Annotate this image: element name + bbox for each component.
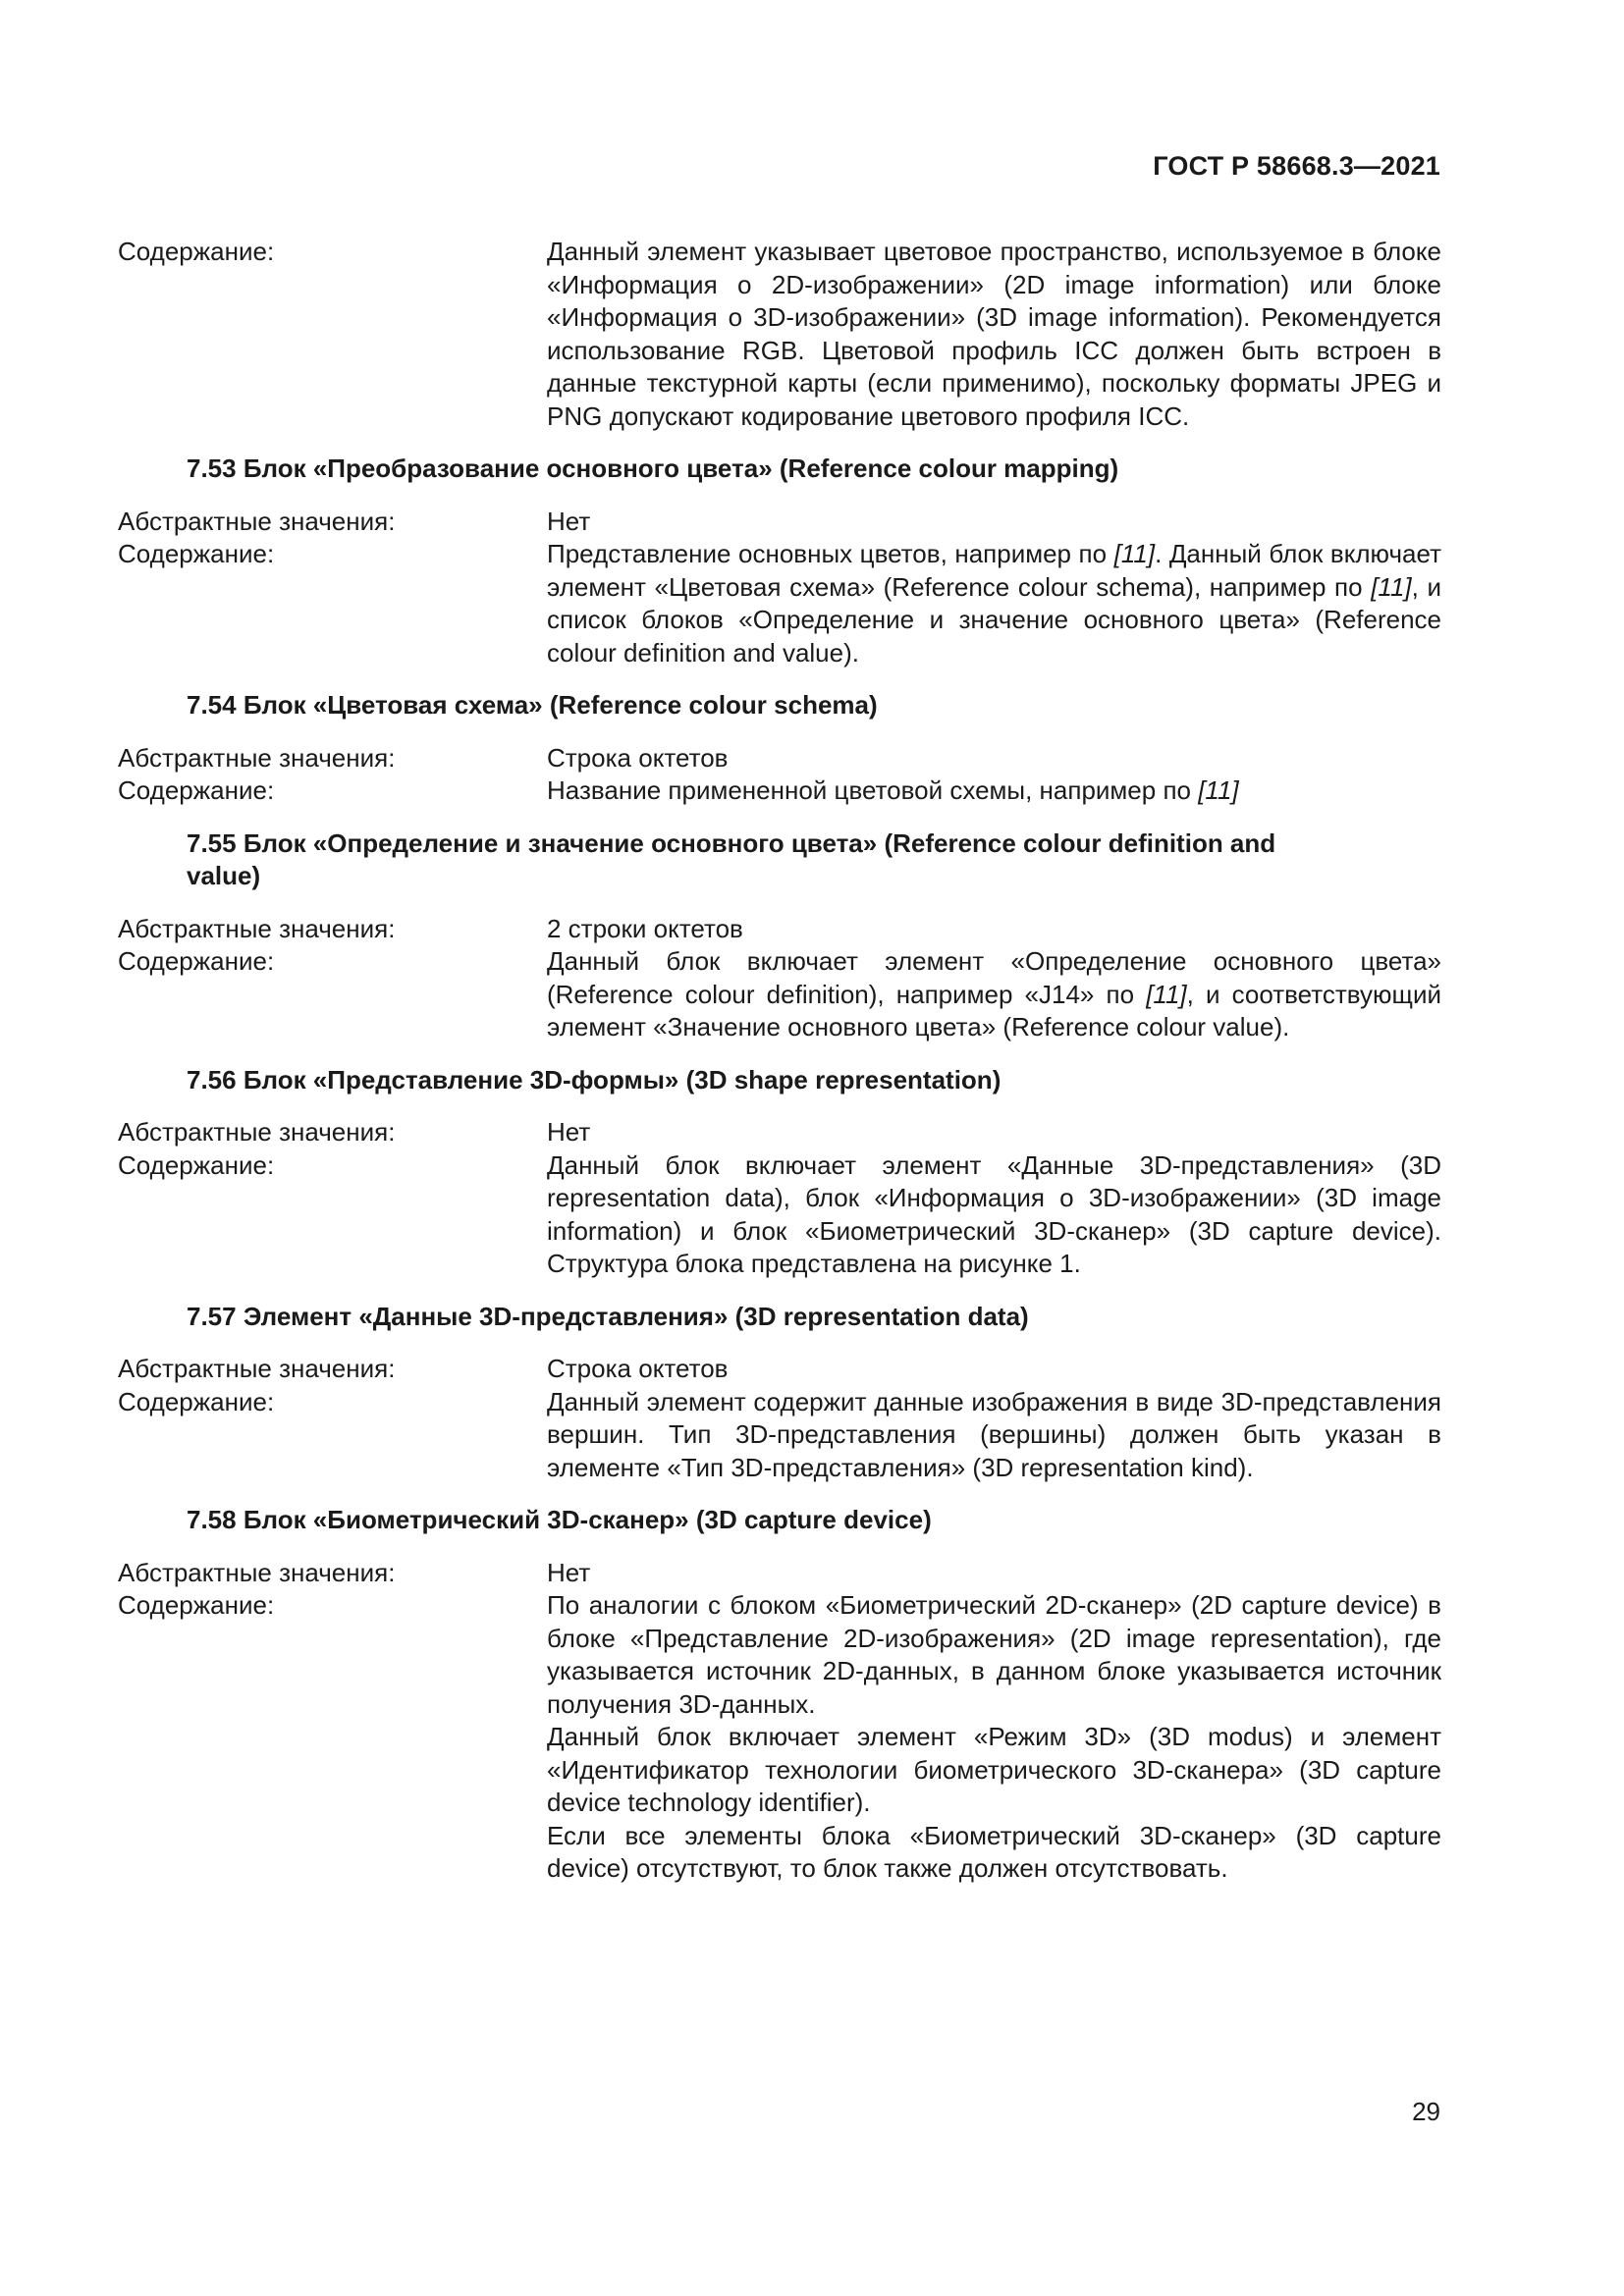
abstract-value-7-57: Строка октетов xyxy=(547,1354,729,1383)
reference-link: [11] xyxy=(1146,979,1187,1009)
content-value-7-53 xyxy=(547,538,1441,669)
section-heading-7-56: 7.56 Блок «Представление 3D-формы» (3D shape representation) xyxy=(187,1064,1001,1095)
abstract-value-7-56: Нет xyxy=(547,1117,591,1147)
abstract-row-7-58 xyxy=(118,1557,1441,1590)
content-label: Содержание: xyxy=(118,1386,275,1416)
content-paragraph: Если все элементы блока «Биометрический 3D-сканер» (3D capture device) отсутствуют, то блок также должен отсутствовать. xyxy=(547,1820,1441,1883)
abstract-value-7-55: 2 строки октетов xyxy=(547,913,743,943)
section-heading-7-57: 7.57 Элемент «Данные 3D-представления» (3D representation data) xyxy=(187,1301,1029,1331)
content-text: Данный блок включает элемент «Определение основного цвета» (Reference colour definition), например «J14» по xyxy=(547,946,1441,1009)
content-value-7-58 xyxy=(547,1589,1441,1886)
abstract-label: Абстрактные значения: xyxy=(118,742,396,773)
reference-link: [11] xyxy=(1198,775,1239,805)
abstract-label: Абстрактные значения: xyxy=(118,1117,396,1147)
page-number: 29 xyxy=(1412,2097,1440,2126)
section-heading-7-58: 7.58 Блок «Биометрический 3D-сканер» (3D capture device) xyxy=(187,1505,932,1534)
abstract-row-7-53 xyxy=(118,506,1441,539)
content-label: Содержание: xyxy=(118,775,275,805)
content-label: Содержание: xyxy=(118,1149,275,1180)
abstract-label: Абстрактные значения: xyxy=(118,1354,396,1383)
content-row-7-53 xyxy=(118,538,1441,669)
content-row-7-58 xyxy=(118,1589,1441,1886)
section-heading-7-54: 7.54 Блок «Цветовая схема» (Reference colour schema) xyxy=(187,690,878,720)
content-text: , и соответствующий элемент «Значение основного цвета» (Reference colour value). xyxy=(547,979,1441,1041)
content-paragraph: По аналогии с блоком «Биометрический 2D-сканер» (2D capture device) в блоке «Представление 2D-изображения» (2D image representation), где указывается источник 2D-данных, в данном блоке указывается источник получения 3D-данных. xyxy=(547,1590,1441,1719)
content-paragraph: Данный блок включает элемент «Режим 3D» (3D modus) и элемент «Идентификатор технологии биометрического 3D-сканера» (3D capture device technology identifier). xyxy=(547,1722,1441,1817)
abstract-value-7-54: Строка октетов xyxy=(547,742,729,773)
content-value-7-56: Данный блок включает элемент «Данные 3D-представления» (3D representation data), блок «Информация о 3D-изображении» (3D image information) и блок «Биометрический 3D-сканер» (3D capture device). Структура блока представлена на рисунке 1. xyxy=(547,1149,1441,1278)
content-row-7-55 xyxy=(118,945,1441,1044)
document-id: ГОСТ Р 58668.3—2021 xyxy=(1153,151,1440,181)
content-text: Представление основных цветов, например по xyxy=(547,539,1114,568)
abstract-row-7-56 xyxy=(118,1116,1441,1149)
abstract-row-7-57 xyxy=(118,1353,1441,1386)
intro-content-row xyxy=(118,236,1441,433)
content-label: Содержание: xyxy=(118,1590,275,1620)
content-value-7-55 xyxy=(547,945,1441,1044)
page-content xyxy=(118,236,1441,1886)
abstract-row-7-54 xyxy=(118,742,1441,775)
abstract-label: Абстрактные значения: xyxy=(118,1557,396,1587)
content-row-7-56 xyxy=(118,1149,1441,1281)
abstract-value-7-53: Нет xyxy=(547,506,591,536)
content-row-7-54 xyxy=(118,774,1441,808)
content-row-7-57 xyxy=(118,1386,1441,1485)
content-text: , и список блоков «Определение и значение основного цвета» (Reference colour definition and value). xyxy=(547,571,1441,667)
abstract-label: Абстрактные значения: xyxy=(118,913,396,943)
reference-link: [11] xyxy=(1113,539,1156,568)
section-heading-7-55: 7.55 Блок «Определение и значение основного цвета» (Reference colour definition and value) xyxy=(187,828,1276,890)
content-label: Содержание: xyxy=(118,946,275,976)
content-value-7-57: Данный элемент содержит данные изображения в виде 3D-представления вершин. Тип 3D-представления (вершины) должен быть указан в элементе «Тип 3D-представления» (3D representation kind). xyxy=(547,1386,1441,1482)
content-label: Содержание: xyxy=(118,539,275,568)
content-text: . Данный блок включает элемент «Цветовая схема» (Reference colour schema), например по xyxy=(547,539,1441,602)
reference-link: [11] xyxy=(1371,571,1412,602)
content-label: Содержание: xyxy=(118,237,275,266)
content-value-7-54 xyxy=(547,774,1441,808)
abstract-value-7-58: Нет xyxy=(547,1557,591,1587)
abstract-row-7-55 xyxy=(118,913,1441,946)
section-heading-7-53: 7.53 Блок «Преобразование основного цвета» (Reference colour mapping) xyxy=(187,454,1119,483)
intro-content-text: Данный элемент указывает цветовое пространство, используемое в блоке «Информация о 2D-изображении» (2D image information) или блоке «Информация о 3D-изображении» (3D image information). Рекомендуется использование RGB. Цветовой профиль ICC должен быть встроен в данные текстурной карты (если применимо), поскольку форматы JPEG и PNG допускают кодирование цветового профиля ICC. xyxy=(547,237,1441,431)
abstract-label: Абстрактные значения: xyxy=(118,506,396,536)
content-text: Название примененной цветовой схемы, например по xyxy=(547,775,1199,805)
